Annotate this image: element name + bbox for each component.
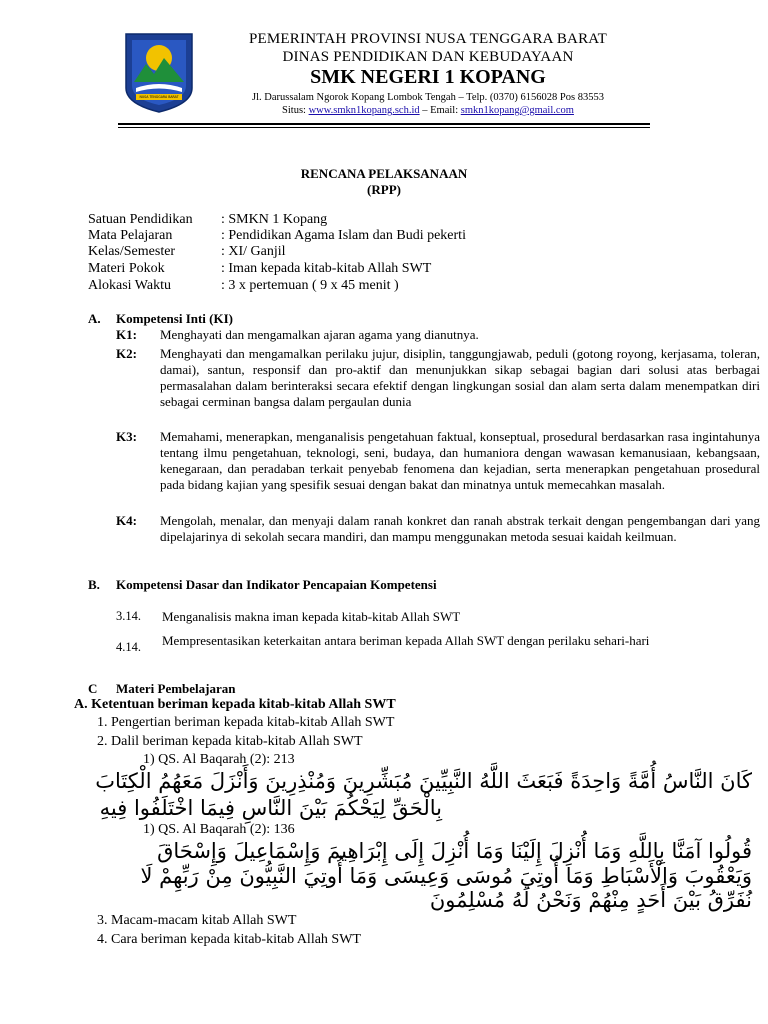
kd-number: 4.14. [116,640,141,654]
letterhead-school: SMK NEGERI 1 KOPANG [310,66,546,88]
section-c-letter: C [88,681,98,696]
ki-text: Mengolah, menalar, dan menyaji dalam ranah konkret dan ranah abstrak terkait dengan pengembangan dari yang dipelajarinya di sekolah secara mandiri, dan mampu menggunakan metoda sesuai kaidah keilmuan. [160,513,760,544]
identity-value: : Iman kepada kitab-kitab Allah SWT [221,261,432,276]
ki-text: Menghayati dan mengamalkan perilaku jujur, disiplin, tanggungjawab, peduli (gotong royong, kerjasama, toleran, damai), santun, responsif dan pro-aktif dan menunjukkan sikap sebagai bagian dari solusi atas berbagai permasalahan dalam berinteraksi secara efektif dengan lingkungan sosial dan alam serta dalam menempatkan diri sebagai cerminan bangsa dalam pergaulan dunia [160,346,760,409]
letterhead-province: PEMERINTAH PROVINSI NUSA TENGGARA BARAT [248,31,608,47]
material-item: 4. Cara beriman kepada kitab-kitab Allah SWT [97,932,361,947]
identity-label: Alokasi Waktu [88,278,171,293]
letterhead-rule-thick [118,123,650,125]
letterhead-rule-thin [118,127,650,128]
material-item: 1. Pengertian beriman kepada kitab-kitab Allah SWT [97,715,395,730]
material-item: 3. Macam-macam kitab Allah SWT [97,913,297,928]
identity-label: Mata Pelajaran [88,228,173,243]
ki-text: Memahami, menerapkan, menganalisis pengetahuan faktual, konseptual, prosedural berdasarkan rasa ingintahunya tentang ilmu pengetahuan, teknologi, seni, budaya, dan humaniora dengan wawasan kemanusiaan, kebangsaan, kenegaraan, dan peradaban terkait penyebab fenomena dan kejadian, serta menerapkan pengetahuan prosedural pada bidang kajian yang spesifik sesuai dengan bakat dan minatnya untuk memecahkan masalah. [160,429,760,492]
provincial-logo [122,30,196,114]
website-link[interactable]: www.smkn1kopang.sch.id [308,105,420,116]
ki-code: K1: [116,327,137,342]
arabic-verse-line: بِالْحَقِّ لِيَحْكُمَ بَيْنَ النَّاسِ فِيمَا اخْتَلَفُوا فِيهِ [99,796,442,820]
logo-caption: NUSA TENGGARA BARAT [139,95,179,99]
ki-code: K2: [116,346,137,361]
section-a-heading: Kompetensi Inti (KI) [116,311,233,326]
arabic-verse-line: قُولُوا آمَنَّا بِاللَّهِ وَمَا أُنْزِلَ إِلَيْنَا وَمَا أُنْزِلَ إِلَى إِبْرَاهِيمَ وَإِسْمَاعِيلَ وَإِسْحَاقَ [157,839,752,863]
arabic-verse-line: نُفَرِّقُ بَيْنَ أَحَدٍ مِنْهُمْ وَنَحْنُ لَهُ مُسْلِمُونَ [429,888,752,912]
email-link[interactable]: smkn1kopang@gmail.com [460,105,574,116]
verse-label: 1) QS. Al Baqarah (2): 136 [143,822,295,837]
arabic-verse-line: وَيَعْقُوبَ وَالْأَسْبَاطِ وَمَا أُوتِيَ مُوسَى وَعِيسَى وَمَا أُوتِيَ النَّبِيُّونَ مِنْ رَبِّهِمْ لَا [140,864,752,888]
identity-label: Kelas/Semester [88,244,176,259]
kd-number: 3.14. [116,609,141,623]
identity-value: : XI/ Ganjil [221,244,286,259]
material-item: 2. Dalil beriman kepada kitab-kitab Allah SWT [97,734,363,749]
section-b-heading: Kompetensi Dasar dan Indikator Pencapaian Kompetensi [116,577,437,592]
arabic-verse-line: كَانَ النَّاسُ أُمَّةً وَاحِدَةً فَبَعَثَ اللَّهُ النَّبِيِّينَ مُبَشِّرِينَ وَمُنْذِرِينَ وَأَنْزَلَ مَعَهُمُ الْكِتَابَ [95,769,752,793]
document-title: RENCANA PELAKSANAAN [300,166,468,181]
email-label: – Email: [419,105,461,116]
section-a-letter: A. [88,311,101,326]
identity-value: : SMKN 1 Kopang [221,212,328,227]
section-c-heading: Materi Pembelajaran [116,681,236,696]
identity-value: : 3 x pertemuan ( 9 x 45 menit ) [221,278,399,293]
site-label: Situs: [282,105,309,116]
ki-code: K4: [116,513,137,528]
identity-label: Materi Pokok [88,261,165,276]
letterhead-department: DINAS PENDIDIKAN DAN KEBUDAYAAN [282,49,574,65]
kd-text: Mempresentasikan keterkaitan antara beriman kepada Allah SWT dengan perilaku sehari-hari [162,633,650,648]
letterhead-address: Jl. Darussalam Ngorok Kopang Lombok Tengah – Telp. (0370) 6156028 Pos 83553 [252,92,604,103]
ki-code: K3: [116,429,137,444]
ki-text: Menghayati dan mengamalkan ajaran agama yang dianutnya. [160,327,479,342]
identity-label: Satuan Pendidikan [88,212,193,227]
letterhead-contact [210,105,646,116]
document-subtitle: (RPP) [367,182,401,197]
material-subheading: A. Ketentuan beriman kepada kitab-kitab Allah SWT [74,697,396,712]
section-b-letter: B. [88,577,100,592]
identity-value: : Pendidikan Agama Islam dan Budi pekerti [221,228,466,243]
kd-text: Menganalisis makna iman kepada kitab-kitab Allah SWT [162,609,461,624]
verse-label: 1) QS. Al Baqarah (2): 213 [143,752,295,767]
